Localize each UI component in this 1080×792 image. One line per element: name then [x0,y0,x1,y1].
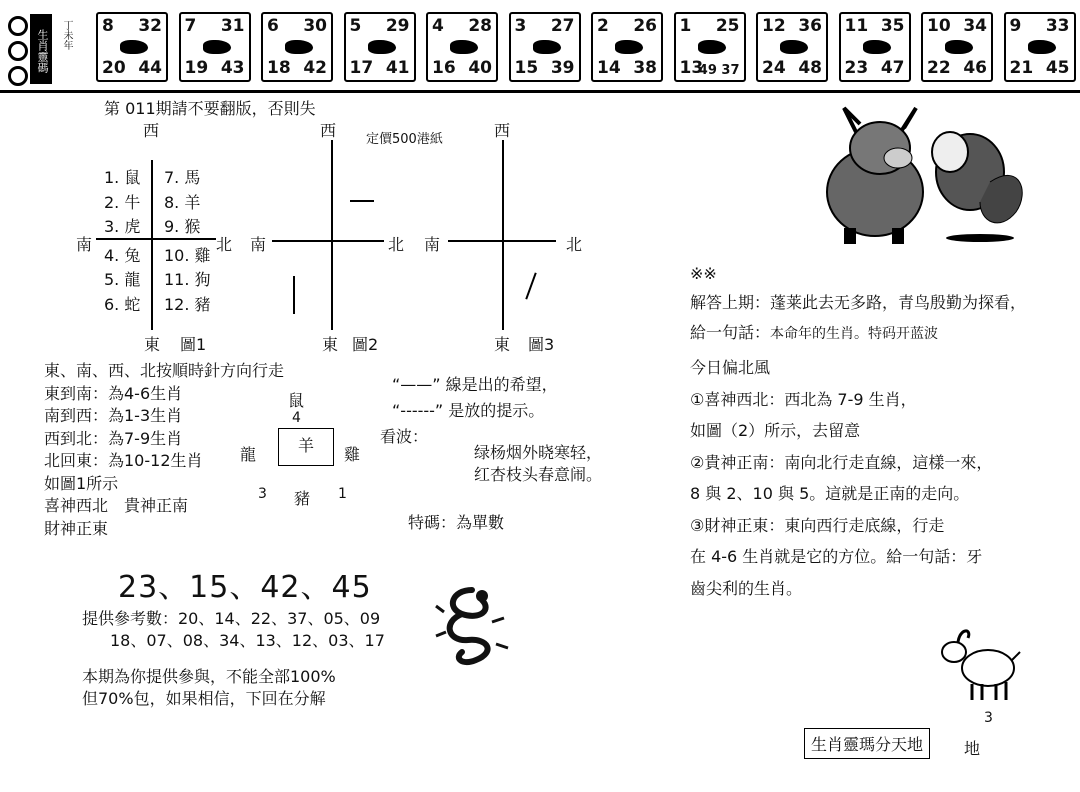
tile-number: 44 [138,58,162,78]
number-tile [1004,12,1076,82]
text-line: 8 與 2、10 與 5。這就是正南的走向。 [690,484,970,503]
kanbo-label: 看波： [380,427,429,446]
zodiac-item: 5. 龍 [104,270,141,289]
zodiac-animal-icon [120,40,148,54]
fig2-hline [272,240,384,242]
note-line: 本期為你提供參與，不能全部100% [82,667,336,686]
zodiac-list-right [164,166,211,317]
fig2-south: 南 [250,235,267,254]
tile-number: 7 [184,16,197,36]
tile-number: 28 [468,16,492,36]
cross-bottom: 豬 [294,489,311,508]
fig3-west: 西 [494,121,511,140]
tile-number: 48 [798,58,822,78]
tile-number: 36 [798,16,822,36]
note-line: 但70%包，如果相信，下回在分解 [82,689,326,708]
tile-number: 13 [679,58,704,78]
tile-number: 39 [550,58,575,78]
tile-number: 42 [303,58,327,78]
tile-number: 47 [880,58,905,78]
zodiac-item: 2. 牛 [104,192,141,212]
zodiac-animal-icon [1028,40,1056,54]
fig2-vline [331,140,333,330]
tile-number: 35 [880,16,905,36]
ref-numbers-2: 18、07、08、34、13、12、03、17 [110,631,385,650]
number-tile [426,12,498,82]
zodiac-animal-icon [533,40,561,54]
text-line: 齒尖利的生肖。 [690,578,803,598]
text-line: 南到西：為1-3生肖 [44,406,183,425]
cross-bottom-right: 1 [338,486,347,502]
legend-solid: “——” 線是出的希望， [392,375,558,394]
text-line: 東到南：為4-6生肖 [44,383,183,403]
tile-number: 24 [762,58,786,78]
tile-number: 11 [844,16,869,36]
fig1-west: 西 [143,121,160,140]
tile-number: 29 [385,16,410,36]
zodiac-animal-icon [285,40,313,54]
zodiac-item: 6. 蛇 [104,294,141,314]
tile-number: 22 [927,58,951,78]
big-numbers: 23、15、42、45 [118,570,372,605]
fig3-south: 南 [424,235,441,254]
answer-line-2 [690,320,938,343]
fig2-north: 北 [388,235,405,254]
tile-number: 26 [633,16,657,36]
tile-number: 45 [1045,58,1070,78]
text-line: ②貴神正南：南向北行走直線，這樣一來， [690,452,993,472]
fig3-north: 北 [566,235,583,254]
footer-box [804,728,930,759]
text-line: 財神正東 [44,518,109,538]
number-tile [921,12,993,82]
fig2-tick [293,276,295,314]
legend-dashed: “------” 是放的提示。 [392,401,545,420]
tile-number: 43 [220,58,245,78]
zodiac-list-left [104,166,140,317]
fig2-label: 圖2 [352,335,379,354]
zodiac-animal-icon [945,40,973,54]
number-tile [179,12,251,82]
text-line: 喜神西北 貴神正南 [44,496,189,515]
zodiac-item: 8. 羊 [164,192,201,212]
circle-icon [8,16,28,36]
tile-number: 25 [715,16,740,36]
poem-line: 红杏枝头春意闹。 [474,465,603,484]
fig3-east: 東 [494,335,511,354]
text-line: ③財神正東：東向西行走底線，行走 [690,515,945,535]
page-number: 3 [984,710,993,726]
ref-numbers: 提供參考數：20、14、22、37、05、09 [82,609,381,628]
zodiac-animal-icon [203,40,231,54]
marks: ※※ [690,264,717,283]
tile-number: 17 [349,58,374,78]
tile-number: 10 [927,16,951,36]
answer-line: 解答上期：蓬莱此去无多路，青鸟殷勤为探看， [690,293,1027,312]
tile-number: 30 [303,16,327,36]
tile-number: 8 [102,16,114,36]
zodiac-item: 3. 虎 [104,217,141,236]
tile-number: 15 [514,58,539,78]
zodiac-animal-icon [368,40,396,54]
tile-number: 6 [267,16,279,36]
tile-number: 12 [762,16,786,36]
tile-number: 18 [267,58,291,78]
text-line: 東、南、西、北按順時針方向行走 [44,361,285,380]
number-tile [591,12,663,82]
poem-line: 绿杨烟外晓寒轻， [474,443,603,462]
zodiac-animal-icon [450,40,478,54]
fig3-hline [448,240,556,242]
tile-number: 3 [514,16,527,36]
tile-number: 20 [102,58,126,78]
text-line: ①喜神西北：西北為 7-9 生肖， [690,389,917,409]
text-line: 在 4-6 生肖就是它的方位。給一句話：牙 [690,547,983,566]
number-tile [344,12,416,82]
tile-number: 38 [633,58,657,78]
tile-number: 21 [1009,58,1034,78]
tile-number: 1 [679,16,692,36]
fig1-vline [151,160,153,330]
tile-number: 41 [385,58,410,78]
text-line: 如圖1所示 [44,473,119,493]
price-label: 定價500港紙 [366,132,443,147]
cartoon-illustration [820,102,1040,252]
tile-number: 34 [963,16,987,36]
text-line: 西到北：為7-9生肖 [44,428,183,448]
footer-box-text: 生肖靈瑪分天地 [811,735,924,754]
header-year-label: 丁未年 [61,20,72,50]
tile-number: 27 [550,16,575,36]
text-line: 北回東：為10-12生肖 [44,451,203,470]
fig3-label: 圖3 [528,335,555,354]
header-circles [8,16,26,91]
tile-number: 31 [220,16,245,36]
number-tile [509,12,581,82]
cross-top-num: 4 [292,410,301,426]
tile-number: 49 37 [698,63,740,78]
zodiac-item: 10. 雞 [164,245,211,265]
header-divider [0,90,1080,93]
cross-center-box [278,428,334,466]
zodiac-item: 12. 豬 [164,294,211,314]
text-line: 今日偏北風 [690,358,771,377]
zodiac-item: 9. 猴 [164,217,201,236]
circle-icon [8,41,28,61]
fig3-vline [502,140,504,330]
number-tile [674,12,746,82]
footer-tail: 地 [964,739,981,758]
fig1-east: 東 [144,335,161,354]
cross-bottom-left: 3 [258,486,267,502]
fig1-label: 圖1 [180,335,207,354]
tile-number: 5 [349,16,362,36]
circle-icon [8,66,28,86]
zodiac-item: 1. 鼠 [104,168,141,187]
right-explanation [690,352,992,604]
tile-number: 40 [468,58,492,78]
tile-number: 9 [1009,16,1022,36]
zodiac-animal-icon [863,40,891,54]
fig3-slash [525,273,536,300]
zodiac-item: 11. 狗 [164,270,211,289]
tile-number: 32 [138,16,162,36]
zodiac-item: 7. 馬 [164,168,201,187]
number-tile [96,12,168,82]
number-tile [261,12,333,82]
dragon-illustration [432,582,512,670]
text-line: 如圖（2）所示，去留意 [690,421,861,440]
fig2-west: 西 [320,121,337,140]
tile-number: 14 [597,58,621,78]
zodiac-item: 4. 兔 [104,245,141,265]
fig1-north: 北 [216,235,233,254]
zodiac-animal-icon [615,40,643,54]
number-tile [756,12,828,82]
tile-number: 19 [184,58,209,78]
cross-right: 雞 [344,445,361,464]
tile-number: 4 [432,16,444,36]
tile-number: 23 [844,58,869,78]
cross-left: 龍 [240,445,257,464]
answer-hint: 本命年的生肖。特码开蓝波 [770,326,939,342]
fig2-east: 東 [322,335,339,354]
fig2-dash [350,200,374,202]
fig1-south: 南 [76,235,93,254]
number-tile [839,12,911,82]
cross-top: 鼠 [288,391,305,410]
cross-center: 羊 [297,436,314,455]
tile-number: 33 [1045,16,1070,36]
tile-number: 46 [963,58,987,78]
zodiac-animal-icon [780,40,808,54]
special-code: 特碼：為單數 [408,513,505,532]
tile-number: 16 [432,58,456,78]
header-side-label: 生肖靈碼 [30,14,52,84]
issue-line: 第 011期請不要翻版，否則失 [104,99,316,118]
tile-number: 2 [597,16,609,36]
answer-label: 給一句話： [690,323,771,342]
zodiac-animal-icon [698,40,726,54]
goat-illustration [932,620,1022,704]
